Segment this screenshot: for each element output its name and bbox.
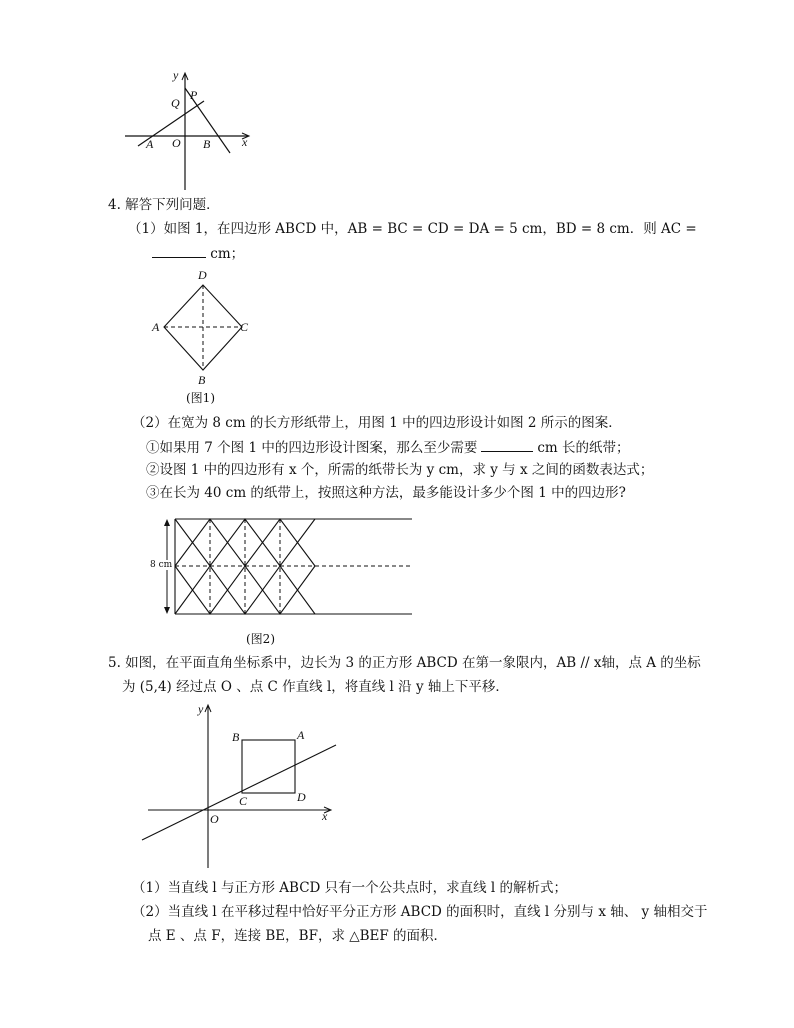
label-Q: Q [171,96,180,110]
label-O: O [172,136,181,150]
q5-label-C: C [239,794,248,808]
q5-label-B: B [232,730,240,744]
fig2-width-label: 8 cm [150,560,173,570]
label-x: x [242,135,248,149]
fig1-label-A: A [152,320,160,334]
label-B: B [203,137,211,151]
q5-label-x: x [322,809,328,823]
q5-label-O: O [210,812,219,826]
q4-part1-line1: （1）如图 1，在四边形 ABCD 中，AB = BC = CD = DA = 5 cm，BD = 8 cm．则 AC = [128,221,697,237]
q5-line1: 5. 如图，在平面直角坐标系中，边长为 3 的正方形 ABCD 在第一象限内，AB // x轴，点 A 的坐标 [108,655,701,671]
q4-part2-q1-post: cm 长的纸带； [537,440,630,456]
answer-blank [152,244,206,258]
q4-part2-intro: （2）在宽为 8 cm 的长方形纸带上，用图 1 中的四边形设计如图 2 所示的图案． [132,415,622,431]
width-arrow-bottom [164,607,170,614]
label-A: A [146,137,154,151]
line-l [142,745,336,840]
answer-blank [481,438,533,452]
q5-label-A: A [297,728,305,742]
width-arrow-top [164,519,170,526]
q5-sub1: （1）当直线 l 与正方形 ABCD 只有一个公共点时，求直线 l 的解析式； [132,880,568,896]
label-y: y [173,68,179,82]
fig2-caption: (图2) [246,632,275,646]
q5-label-y: y [198,702,204,716]
q4-title: 4. 解答下列问题． [108,197,220,213]
fig1-caption: (图1) [186,391,215,405]
q4-part2-q2: ②设图 1 中的四边形有 x 个，所需的纸带长为 y cm，求 y 与 x 之间的函数表达式； [146,462,654,478]
q5-sub2-line2: 点 E 、点 F，连接 BE，BF，求 △BEF 的面积． [148,928,448,944]
q5-label-D: D [297,790,306,804]
q4-part2-q3: ③在长为 40 cm 的纸带上，按照这种方法，最多能设计多少个图 1 中的四边形? [146,485,626,501]
q5-line2: 为 (5,4) 经过点 O 、点 C 作直线 l，将直线 l 沿 y 轴上下平移． [122,679,509,695]
q4-part2-q1-pre: ①如果用 7 个图 1 中的四边形设计图案，那么至少需要 [146,440,478,456]
fig1-label-B: B [198,373,206,387]
q5-sub2-line1: （2）当直线 l 在平移过程中恰好平分正方形 ABCD 的面积时，直线 l 分别与 x 轴、 y 轴相交于 [132,904,708,920]
fig1-label-C: C [240,320,249,334]
q4-part1-suffix: cm； [210,246,245,262]
q4-part1-line2 [152,244,244,263]
q5-coordinate-figure [140,700,340,872]
q4-part2-q1 [146,438,630,457]
square-ABCD [242,740,295,793]
figure-1-rhombus [160,282,250,382]
figure-2-strip [150,516,420,618]
label-P: P [190,88,198,102]
fig1-label-D: D [198,268,207,282]
